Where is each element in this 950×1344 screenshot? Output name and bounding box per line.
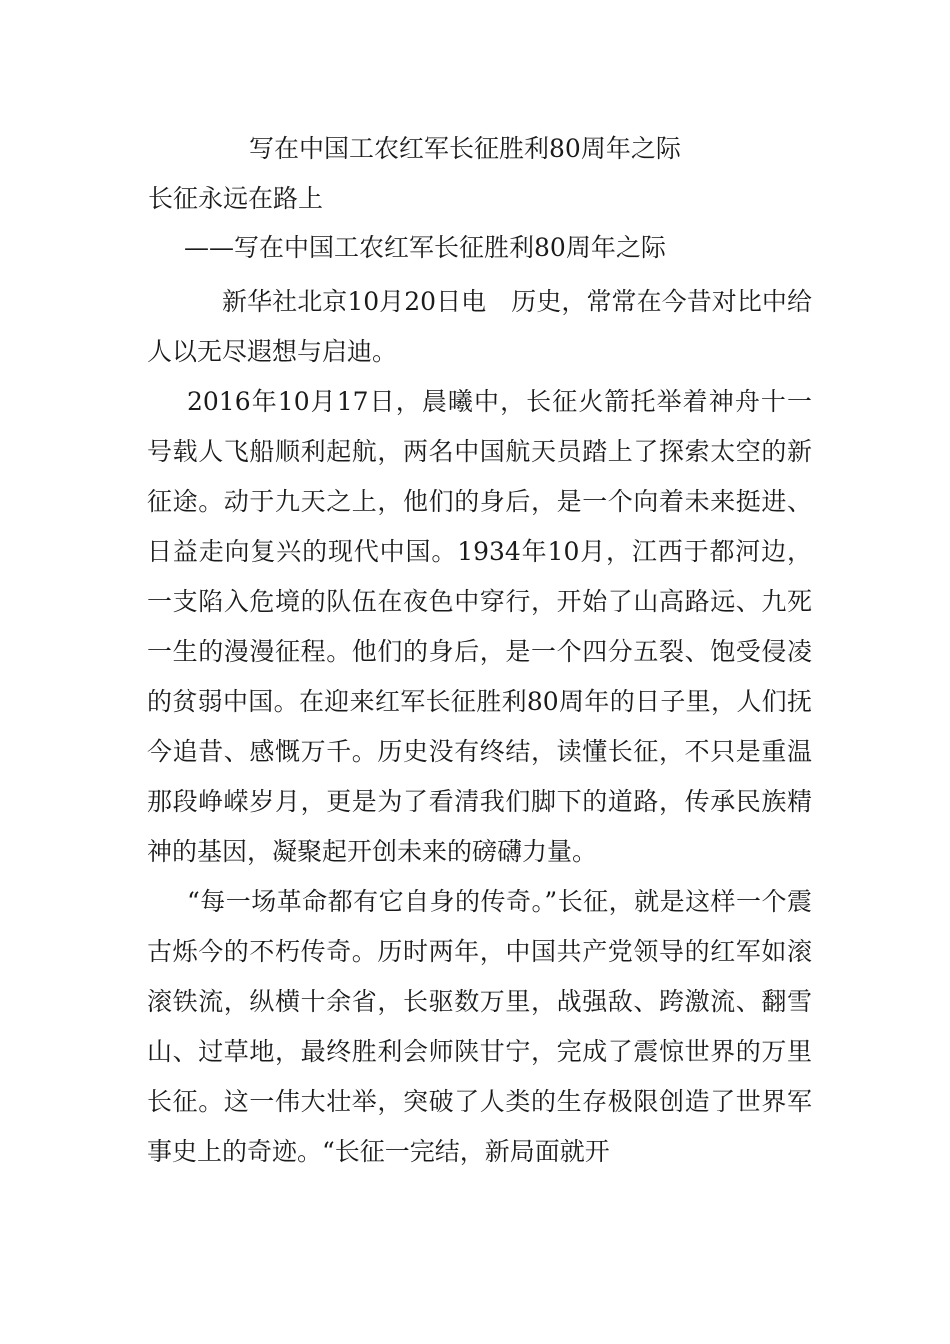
- paragraph: “每一场革命都有它自身的传奇。”长征，就是这样一个震古烁今的不朽传奇。历时两年，中国共产党领导的红军如滚滚铁流，纵横十余省，长驱数万里，战强敌、跨激流、翻雪山、过草地，最终胜利会师陕甘宁，完成了震惊世界的万里长征。这一伟大壮举，突破了人类的生存极限创造了世界军事史上的奇迹。“长征一完结，新局面就开: [147, 887, 812, 1166]
- article-title: 长征永远在路上: [148, 184, 324, 213]
- paragraph: 2016年10月17日，晨曦中，长征火箭托举着神舟十一号载人飞船顺利起航，两名中国航天员踏上了探索太空的新征途。动于九天之上，他们的身后，是一个向着未来挺进、日益走向复兴的现代中国。1934年10月，江西于都河边，一支陷入危境的队伍在夜色中穿行，开始了山高路远、九死一生的漫漫征程。他们的身后，是一个四分五裂、饱受侵凌的贫弱中国。在迎来红军长征胜利80周年的日子里，人们抚今追昔、感慨万千。历史没有终结，读懂长征，不只是重温那段峥嵘岁月，更是为了看清我们脚下的道路，传承民族精神的基因，凝聚起开创未来的磅礴力量。: [147, 387, 812, 866]
- article-body: [147, 277, 812, 1177]
- paragraph-dateline: 新华社北京10月20日电 历史，常常在今昔对比中给人以无尽遐想与启迪。: [147, 287, 812, 366]
- header-line: 写在中国工农红军长征胜利80周年之际: [249, 134, 681, 163]
- article-subtitle: ——写在中国工农红军长征胜利80周年之际: [184, 233, 666, 262]
